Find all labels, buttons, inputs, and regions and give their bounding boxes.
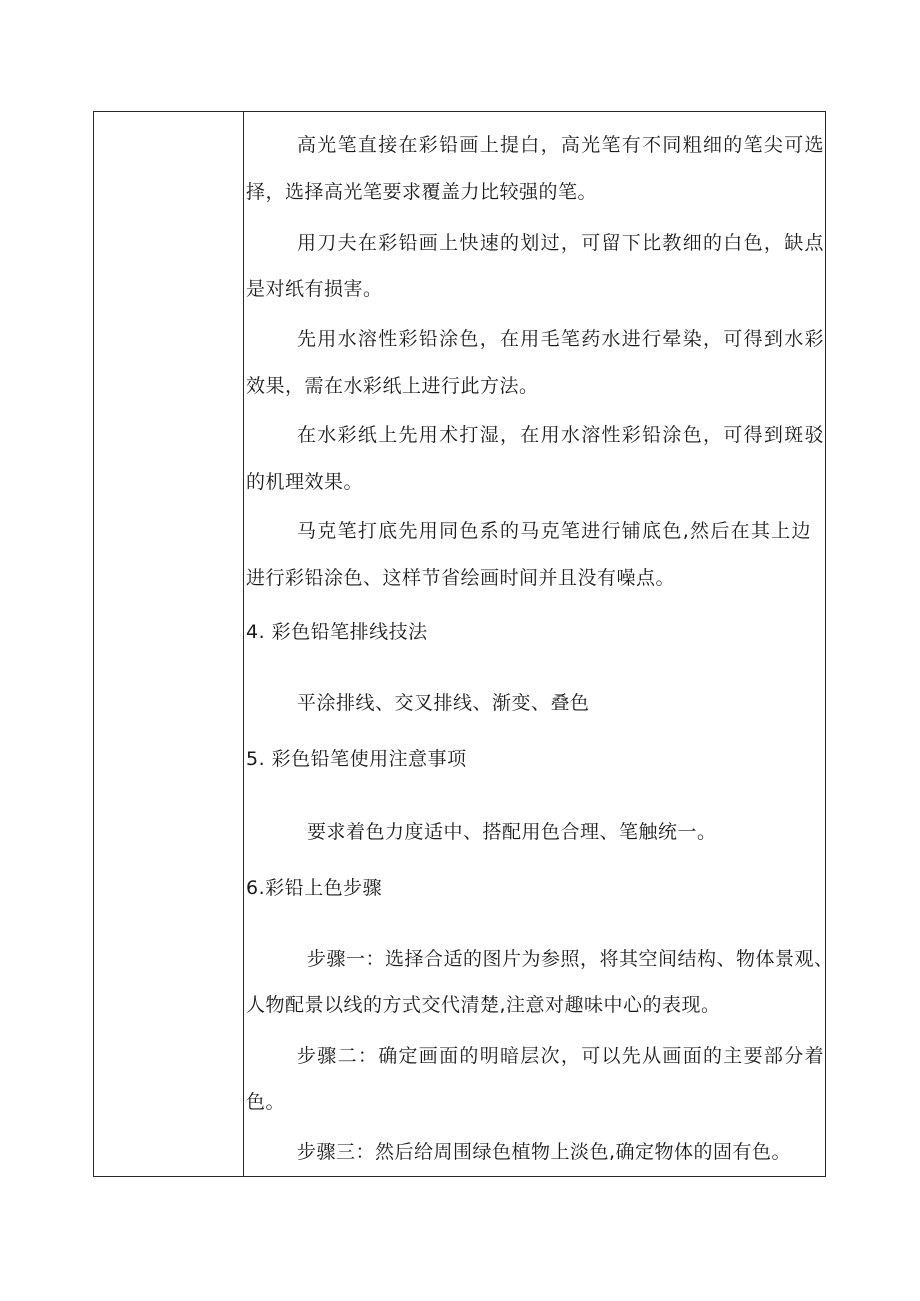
- table-left-column: [94, 112, 244, 1176]
- paragraph-1-line-1: 高光笔直接在彩铅画上提白，高光笔有不同粗细的笔尖可选: [297, 134, 825, 156]
- paragraph-5-line-2: 进行彩铅涂色、这样节省绘画时间并且没有噪点。: [246, 567, 676, 589]
- section-6-heading: 6.彩铅上色步骤: [246, 877, 383, 899]
- table-right-column: [244, 112, 834, 1176]
- paragraph-1-line-2: 择，选择高光笔要求覆盖力比较强的笔。: [246, 181, 598, 203]
- paragraph-3-line-2: 效果，需在水彩纸上进行此方法。: [246, 375, 539, 397]
- content-table: [93, 111, 834, 1177]
- step-1-line-1: 步骤一：选择合适的图片为参照，将其空间结构、物体景观、: [307, 948, 834, 970]
- paragraph-4-line-1: 在水彩纸上先用术打湿，在用水溶性彩铅涂色，可得到斑驳: [297, 424, 825, 446]
- section-5-body: 要求着色力度适中、搭配用色合理、笔触统一。: [307, 821, 717, 843]
- paragraph-2-line-1: 用刀夫在彩铅画上快速的划过，可留下比教细的白色，缺点: [297, 232, 825, 254]
- step-1-line-2: 人物配景以线的方式交代清楚,注意对趣味中心的表现。: [246, 994, 721, 1016]
- step-2-line-2: 色。: [246, 1091, 286, 1113]
- paragraph-3-line-1: 先用水溶性彩铅涂色，在用毛笔药水进行晕染，可得到水彩: [297, 328, 825, 350]
- paragraph-2-line-2: 是对纸有损害。: [246, 278, 383, 300]
- paragraph-5-line-1: 马克笔打底先用同色系的马克笔进行铺底色,然后在其上边: [297, 520, 812, 542]
- section-4-body: 平涂排线、交叉排线、渐变、叠色: [297, 692, 590, 714]
- section-5-heading: 5. 彩色铅笔使用注意事项: [246, 748, 467, 770]
- paragraph-4-line-2: 的机理效果。: [246, 471, 364, 493]
- section-4-heading: 4. 彩色铅笔排线技法: [246, 621, 428, 643]
- step-3-line-1: 步骤三：然后给周围绿色植物上淡色,确定物体的固有色。: [297, 1141, 792, 1163]
- step-2-line-1: 步骤二：确定画面的明暗层次，可以先从画面的主要部分着: [297, 1045, 825, 1067]
